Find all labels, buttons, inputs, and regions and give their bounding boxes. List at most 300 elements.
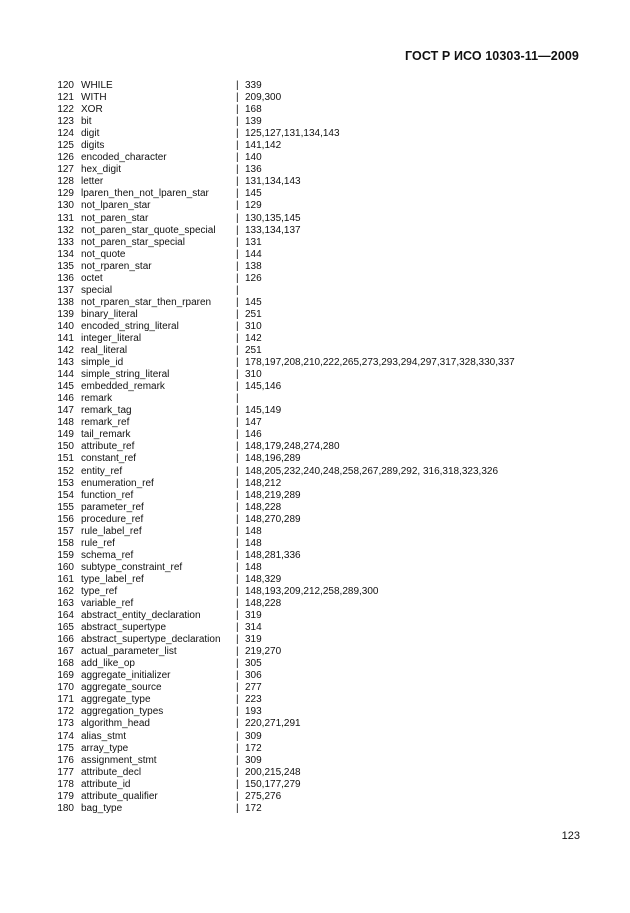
- rule-references: 125,127,131,134,143: [245, 128, 340, 140]
- rule-number: 176: [57, 754, 74, 766]
- rule-name: constant_ref: [81, 453, 137, 465]
- rule-references: 148: [245, 525, 262, 537]
- rule-number: 144: [57, 369, 74, 381]
- rule-number: 129: [57, 188, 74, 200]
- column-separator: |: [236, 272, 239, 284]
- list-item: [0, 586, 630, 598]
- rule-name: encoded_string_literal: [81, 320, 179, 332]
- rule-name: entity_ref: [81, 465, 123, 477]
- column-separator: |: [236, 477, 239, 489]
- rule-name: simple_string_literal: [81, 369, 170, 381]
- rule-number: 132: [57, 224, 74, 236]
- rule-name: bag_type: [81, 802, 123, 814]
- rule-number: 148: [57, 417, 74, 429]
- column-separator: |: [236, 742, 239, 754]
- list-item: [0, 164, 630, 176]
- rule-name: not_rparen_star_then_rparen: [81, 296, 212, 308]
- rule-references: 141,142: [245, 140, 282, 152]
- column-separator: |: [236, 585, 239, 597]
- rule-number: 166: [57, 634, 74, 646]
- list-item: [0, 261, 630, 273]
- rule-name: attribute_id: [81, 778, 131, 790]
- list-item: [0, 405, 630, 417]
- list-item: [0, 453, 630, 465]
- rule-name: attribute_ref: [81, 441, 135, 453]
- rule-number: 151: [57, 453, 74, 465]
- rule-references: 136: [245, 164, 262, 176]
- syntax-cross-reference-list: [0, 80, 630, 815]
- rule-name: digit: [81, 128, 100, 140]
- list-item: [0, 297, 630, 309]
- rule-references: 277: [245, 682, 262, 694]
- rule-number: 141: [57, 332, 74, 344]
- rule-name: tail_remark: [81, 429, 131, 441]
- rule-number: 143: [57, 357, 74, 369]
- rule-number: 162: [57, 585, 74, 597]
- rule-references: 148,228: [245, 501, 282, 513]
- rule-name: WHILE: [81, 80, 113, 91]
- list-item: [0, 610, 630, 622]
- rule-name: actual_parameter_list: [81, 646, 177, 658]
- rule-references: 133,134,137: [245, 224, 301, 236]
- column-separator: |: [236, 248, 239, 260]
- rule-references: 223: [245, 694, 262, 706]
- list-item: [0, 526, 630, 538]
- column-separator: |: [236, 513, 239, 525]
- list-item: [0, 393, 630, 405]
- column-separator: |: [236, 694, 239, 706]
- list-item: [0, 237, 630, 249]
- column-separator: |: [236, 320, 239, 332]
- rule-name: remark_tag: [81, 405, 132, 417]
- rule-name: alias_stmt: [81, 730, 127, 742]
- column-separator: |: [236, 104, 239, 116]
- rule-number: 180: [57, 802, 74, 814]
- column-separator: |: [236, 128, 239, 140]
- rule-references: 310: [245, 320, 262, 332]
- rule-references: 306: [245, 670, 262, 682]
- rule-references: 131: [245, 236, 262, 248]
- rule-references: 148,179,248,274,280: [245, 441, 340, 453]
- rule-number: 155: [57, 501, 74, 513]
- rule-name: function_ref: [81, 489, 134, 501]
- column-separator: |: [236, 140, 239, 152]
- rule-number: 171: [57, 694, 74, 706]
- list-item: [0, 429, 630, 441]
- list-item: [0, 767, 630, 779]
- column-separator: |: [236, 561, 239, 573]
- list-item: [0, 152, 630, 164]
- rule-references: 319: [245, 610, 262, 622]
- column-separator: |: [236, 345, 239, 357]
- rule-name: parameter_ref: [81, 501, 144, 513]
- rule-name: abstract_entity_declaration: [81, 610, 201, 622]
- list-item: [0, 188, 630, 200]
- column-separator: |: [236, 164, 239, 176]
- column-separator: |: [236, 718, 239, 730]
- column-separator: |: [236, 381, 239, 393]
- rule-number: 150: [57, 441, 74, 453]
- column-separator: |: [236, 802, 239, 814]
- rule-references: 129: [245, 200, 262, 212]
- list-item: [0, 116, 630, 128]
- rule-number: 127: [57, 164, 74, 176]
- column-separator: |: [236, 80, 239, 91]
- column-separator: |: [236, 152, 239, 164]
- column-separator: |: [236, 332, 239, 344]
- rule-name: remark_ref: [81, 417, 130, 429]
- column-separator: |: [236, 92, 239, 104]
- column-separator: |: [236, 573, 239, 585]
- column-separator: |: [236, 537, 239, 549]
- rule-number: 146: [57, 393, 74, 405]
- rule-name: XOR: [81, 104, 103, 116]
- column-separator: |: [236, 260, 239, 272]
- rule-name: embedded_remark: [81, 381, 165, 393]
- rule-number: 145: [57, 381, 74, 393]
- page-number: 123: [561, 830, 580, 842]
- rule-number: 168: [57, 658, 74, 670]
- list-item: [0, 333, 630, 345]
- column-separator: |: [236, 357, 239, 369]
- rule-name: bit: [81, 116, 92, 128]
- column-separator: |: [236, 188, 239, 200]
- rule-number: 126: [57, 152, 74, 164]
- rule-name: encoded_character: [81, 152, 167, 164]
- rule-name: type_ref: [81, 585, 118, 597]
- rule-name: procedure_ref: [81, 513, 144, 525]
- rule-references: 172: [245, 742, 262, 754]
- list-item: [0, 803, 630, 815]
- list-item: [0, 128, 630, 140]
- rule-references: 148: [245, 561, 262, 573]
- rule-name: array_type: [81, 742, 129, 754]
- rule-number: 164: [57, 610, 74, 622]
- rule-references: 148,228: [245, 598, 282, 610]
- rule-number: 178: [57, 778, 74, 790]
- rule-references: 178,197,208,210,222,265,273,293,294,297,317,328,330,337: [245, 357, 515, 369]
- rule-references: 251: [245, 345, 262, 357]
- column-separator: |: [236, 417, 239, 429]
- rule-number: 153: [57, 477, 74, 489]
- rule-number: 122: [57, 104, 74, 116]
- list-item: [0, 345, 630, 357]
- rule-number: 131: [57, 212, 74, 224]
- list-item: [0, 514, 630, 526]
- list-item: [0, 417, 630, 429]
- rule-number: 159: [57, 549, 74, 561]
- column-separator: |: [236, 598, 239, 610]
- column-separator: |: [236, 634, 239, 646]
- list-item: [0, 381, 630, 393]
- list-item: [0, 658, 630, 670]
- rule-name: not_paren_star_special: [81, 236, 185, 248]
- column-separator: |: [236, 658, 239, 670]
- rule-references: 305: [245, 658, 262, 670]
- list-item: [0, 92, 630, 104]
- column-separator: |: [236, 646, 239, 658]
- column-separator: |: [236, 176, 239, 188]
- list-item: [0, 213, 630, 225]
- list-item: [0, 706, 630, 718]
- rule-name: not_lparen_star: [81, 200, 151, 212]
- rule-references: 138: [245, 260, 262, 272]
- list-item: [0, 682, 630, 694]
- rule-name: subtype_constraint_ref: [81, 561, 183, 573]
- column-separator: |: [236, 212, 239, 224]
- list-item: [0, 562, 630, 574]
- rule-references: 148,270,289: [245, 513, 301, 525]
- rule-references: 314: [245, 622, 262, 634]
- rule-number: 174: [57, 730, 74, 742]
- rule-name: real_literal: [81, 345, 128, 357]
- list-item: [0, 550, 630, 562]
- rule-name: rule_ref: [81, 537, 115, 549]
- list-item: [0, 466, 630, 478]
- page-header: [405, 49, 579, 63]
- list-item: [0, 694, 630, 706]
- rule-number: 152: [57, 465, 74, 477]
- rule-name: add_like_op: [81, 658, 135, 670]
- rule-number: 165: [57, 622, 74, 634]
- rule-number: 139: [57, 308, 74, 320]
- column-separator: |: [236, 766, 239, 778]
- rule-number: 154: [57, 489, 74, 501]
- rule-name: not_paren_star: [81, 212, 149, 224]
- column-separator: |: [236, 393, 239, 405]
- rule-name: schema_ref: [81, 549, 134, 561]
- column-separator: |: [236, 622, 239, 634]
- rule-number: 121: [57, 92, 74, 104]
- rule-references: 148,193,209,212,258,289,300: [245, 585, 379, 597]
- rule-references: 139: [245, 116, 262, 128]
- rule-name: not_quote: [81, 248, 126, 260]
- rule-name: WITH: [81, 92, 107, 104]
- list-item: [0, 646, 630, 658]
- list-item: [0, 249, 630, 261]
- rule-name: algorithm_head: [81, 718, 150, 730]
- rule-references: 148,219,289: [245, 489, 301, 501]
- rule-number: 177: [57, 766, 74, 778]
- column-separator: |: [236, 296, 239, 308]
- rule-name: type_label_ref: [81, 573, 144, 585]
- column-separator: |: [236, 308, 239, 320]
- rule-name: rule_label_ref: [81, 525, 142, 537]
- column-separator: |: [236, 465, 239, 477]
- rule-number: 161: [57, 573, 74, 585]
- rule-references: 145,149: [245, 405, 282, 417]
- rule-name: attribute_qualifier: [81, 790, 158, 802]
- list-item: [0, 731, 630, 743]
- rule-name: attribute_decl: [81, 766, 142, 778]
- rule-number: 169: [57, 670, 74, 682]
- column-separator: |: [236, 790, 239, 802]
- list-item: [0, 273, 630, 285]
- column-separator: |: [236, 706, 239, 718]
- rule-name: variable_ref: [81, 598, 134, 610]
- column-separator: |: [236, 284, 239, 296]
- rule-number: 172: [57, 706, 74, 718]
- list-item: [0, 502, 630, 514]
- rule-references: 168: [245, 104, 262, 116]
- rule-references: 140: [245, 152, 262, 164]
- rule-name: special: [81, 284, 113, 296]
- column-separator: |: [236, 116, 239, 128]
- list-item: [0, 321, 630, 333]
- rule-references: 275,276: [245, 790, 282, 802]
- rule-name: enumeration_ref: [81, 477, 154, 489]
- column-separator: |: [236, 441, 239, 453]
- column-separator: |: [236, 224, 239, 236]
- column-separator: |: [236, 369, 239, 381]
- rule-name: letter: [81, 176, 104, 188]
- rule-references: 309: [245, 754, 262, 766]
- rule-references: 148,329: [245, 573, 282, 585]
- rule-name: integer_literal: [81, 332, 142, 344]
- list-item: [0, 104, 630, 116]
- rule-number: 173: [57, 718, 74, 730]
- rule-references: 310: [245, 369, 262, 381]
- list-item: [0, 200, 630, 212]
- list-item: [0, 670, 630, 682]
- list-item: [0, 743, 630, 755]
- rule-number: 142: [57, 345, 74, 357]
- list-item: [0, 791, 630, 803]
- column-separator: |: [236, 200, 239, 212]
- rule-references: 319: [245, 634, 262, 646]
- rule-references: 131,134,143: [245, 176, 301, 188]
- list-item: [0, 309, 630, 321]
- rule-references: 145,146: [245, 381, 282, 393]
- rule-references: 145: [245, 188, 262, 200]
- column-separator: |: [236, 501, 239, 513]
- rule-number: 137: [57, 284, 74, 296]
- rule-number: 170: [57, 682, 74, 694]
- rule-name: hex_digit: [81, 164, 122, 176]
- rule-references: 130,135,145: [245, 212, 301, 224]
- rule-references: 172: [245, 802, 262, 814]
- rule-references: 148,212: [245, 477, 282, 489]
- list-item: [0, 779, 630, 791]
- list-item: [0, 622, 630, 634]
- rule-number: 123: [57, 116, 74, 128]
- column-separator: |: [236, 778, 239, 790]
- list-item: [0, 478, 630, 490]
- rule-name: aggregate_source: [81, 682, 162, 694]
- rule-number: 167: [57, 646, 74, 658]
- rule-name: octet: [81, 272, 103, 284]
- rule-references: 148,281,336: [245, 549, 301, 561]
- rule-name: abstract_supertype: [81, 622, 167, 634]
- rule-number: 158: [57, 537, 74, 549]
- rule-number: 134: [57, 248, 74, 260]
- rule-name: not_paren_star_quote_special: [81, 224, 216, 236]
- list-item: [0, 718, 630, 730]
- rule-name: binary_literal: [81, 308, 138, 320]
- list-item: [0, 285, 630, 297]
- rule-references: 251: [245, 308, 262, 320]
- list-item: [0, 441, 630, 453]
- list-item: [0, 176, 630, 188]
- rule-number: 147: [57, 405, 74, 417]
- rule-references: 148,205,232,240,248,258,267,289,292, 316,318,323,326: [245, 465, 499, 477]
- rule-name: aggregate_type: [81, 694, 151, 706]
- rule-name: remark: [81, 393, 113, 405]
- rule-references: 209,300: [245, 92, 282, 104]
- rule-number: 140: [57, 320, 74, 332]
- list-item: [0, 357, 630, 369]
- list-item: [0, 225, 630, 237]
- rule-references: 200,215,248: [245, 766, 301, 778]
- column-separator: |: [236, 453, 239, 465]
- list-item: [0, 598, 630, 610]
- rule-number: 135: [57, 260, 74, 272]
- rule-number: 149: [57, 429, 74, 441]
- column-separator: |: [236, 754, 239, 766]
- rule-name: lparen_then_not_lparen_star: [81, 188, 209, 200]
- rule-number: 156: [57, 513, 74, 525]
- rule-number: 128: [57, 176, 74, 188]
- rule-name: simple_id: [81, 357, 124, 369]
- list-item: [0, 140, 630, 152]
- rule-number: 130: [57, 200, 74, 212]
- rule-references: 146: [245, 429, 262, 441]
- standard-title: ГОСТ Р ИСО 10303-11—2009: [404, 49, 579, 63]
- column-separator: |: [236, 682, 239, 694]
- rule-number: 175: [57, 742, 74, 754]
- column-separator: |: [236, 489, 239, 501]
- rule-name: not_rparen_star: [81, 260, 152, 272]
- rule-references: 339: [245, 80, 262, 91]
- rule-number: 136: [57, 272, 74, 284]
- rule-name: digits: [81, 140, 105, 152]
- list-item: [0, 80, 630, 92]
- rule-name: aggregation_types: [81, 706, 164, 718]
- rule-references: 219,270: [245, 646, 282, 658]
- rule-references: 144: [245, 248, 262, 260]
- list-item: [0, 490, 630, 502]
- rule-number: 124: [57, 128, 74, 140]
- list-item: [0, 634, 630, 646]
- column-separator: |: [236, 549, 239, 561]
- rule-references: 150,177,279: [245, 778, 301, 790]
- rule-references: 220,271,291: [245, 718, 301, 730]
- rule-number: 133: [57, 236, 74, 248]
- rule-references: 126: [245, 272, 262, 284]
- column-separator: |: [236, 429, 239, 441]
- list-item: [0, 369, 630, 381]
- rule-references: 309: [245, 730, 262, 742]
- rule-references: 145: [245, 296, 262, 308]
- rule-references: 193: [245, 706, 262, 718]
- rule-name: assignment_stmt: [81, 754, 157, 766]
- rule-references: 148,196,289: [245, 453, 301, 465]
- column-separator: |: [236, 405, 239, 417]
- rule-name: abstract_supertype_declaration: [81, 634, 221, 646]
- rule-number: 160: [57, 561, 74, 573]
- rule-number: 179: [57, 790, 74, 802]
- column-separator: |: [236, 730, 239, 742]
- list-item: [0, 538, 630, 550]
- rule-number: 120: [57, 80, 74, 91]
- rule-number: 125: [57, 140, 74, 152]
- rule-references: 148: [245, 537, 262, 549]
- list-item: [0, 755, 630, 767]
- rule-references: 142: [245, 332, 262, 344]
- rule-number: 157: [57, 525, 74, 537]
- rule-name: aggregate_initializer: [81, 670, 171, 682]
- rule-number: 163: [57, 598, 74, 610]
